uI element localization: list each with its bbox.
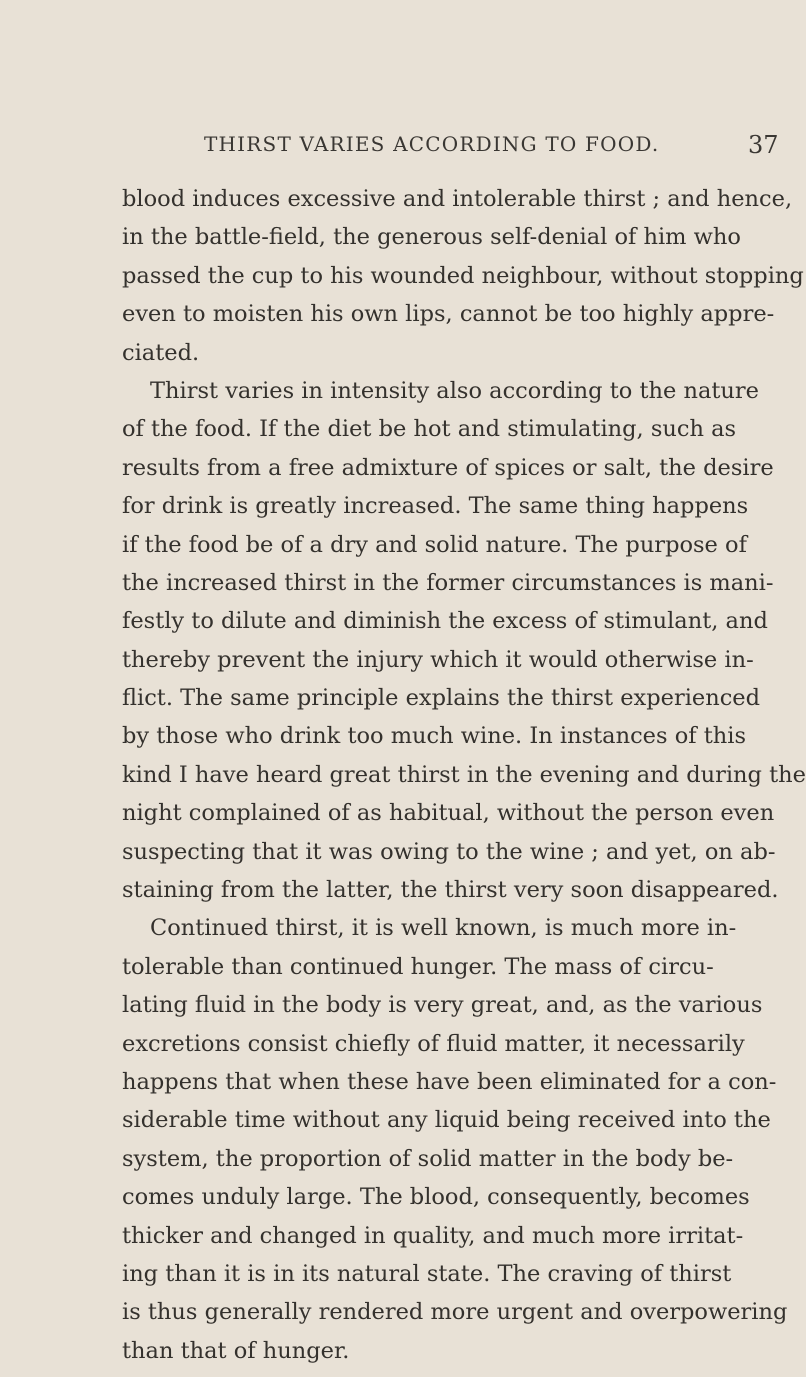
text-line: comes unduly large. The blood, consequently, becomes	[122, 1184, 750, 1211]
text-line: kind I have heard great thirst in the evening and during the	[122, 761, 806, 788]
text-line: happens that when these have been eliminated for a con-	[122, 1068, 777, 1095]
text-line: is thus generally rendered more urgent and overpowering	[122, 1299, 788, 1326]
text-line: by those who drink too much wine. In instances of this	[122, 723, 746, 750]
text-line: if the food be of a dry and solid nature. The purpose of	[122, 531, 747, 558]
text-line: in the battle-field, the generous self-denial of him who	[122, 224, 741, 251]
text-line: thicker and changed in quality, and much more irritat-	[122, 1222, 744, 1249]
text-line: festly to dilute and diminish the excess of stimulant, and	[122, 608, 768, 635]
text-line: flict. The same principle explains the thirst experienced	[122, 685, 761, 712]
text-line: thereby prevent the injury which it would otherwise in-	[122, 646, 754, 673]
text-line: staining from the latter, the thirst very soon disappeared.	[122, 877, 779, 904]
text-line: lating fluid in the body is very great, and, as the various	[122, 992, 763, 1019]
body-text	[122, 180, 806, 1370]
text-line: excretions consist chiefly of fluid matter, it necessarily	[122, 1030, 745, 1057]
running-title: THIRST VARIES ACCORDING TO FOOD.	[204, 132, 660, 156]
text-line: the increased thirst in the former circumstances is mani-	[122, 569, 774, 596]
text-line: night complained of as habitual, without the person even	[122, 800, 775, 827]
paragraph-1	[122, 180, 804, 372]
text-line: of the food. If the diet be hot and stimulating, such as	[122, 416, 737, 443]
text-line: Continued thirst, it is well known, is much more in-	[150, 915, 737, 942]
text-line: for drink is greatly increased. The same thing happens	[122, 493, 749, 520]
text-line: system, the proportion of solid matter in the body be-	[122, 1145, 734, 1172]
paragraph-3	[122, 909, 788, 1370]
text-line: blood induces excessive and intolerable thirst ; and hence,	[122, 186, 793, 212]
text-line: even to moisten his own lips, cannot be too highly appre-	[122, 301, 775, 328]
text-line: than that of hunger.	[122, 1337, 350, 1364]
text-line: siderable time without any liquid being received into the	[122, 1107, 771, 1134]
text-line: suspecting that it was owing to the wine ; and yet, on ab-	[122, 838, 776, 865]
text-line: passed the cup to his wounded neighbour, without stopping	[122, 262, 804, 289]
text-line: tolerable than continued hunger. The mass of circu-	[122, 953, 714, 980]
text-line: ciated.	[122, 339, 200, 366]
paragraph-2	[122, 372, 806, 909]
page-header	[0, 132, 800, 172]
text-line: Thirst varies in intensity also according to the nature	[150, 377, 759, 404]
page-number: 37	[748, 131, 779, 159]
text-line: ing than it is in its natural state. The craving of thirst	[122, 1260, 732, 1287]
text-line: results from a free admixture of spices or salt, the desire	[122, 454, 774, 481]
